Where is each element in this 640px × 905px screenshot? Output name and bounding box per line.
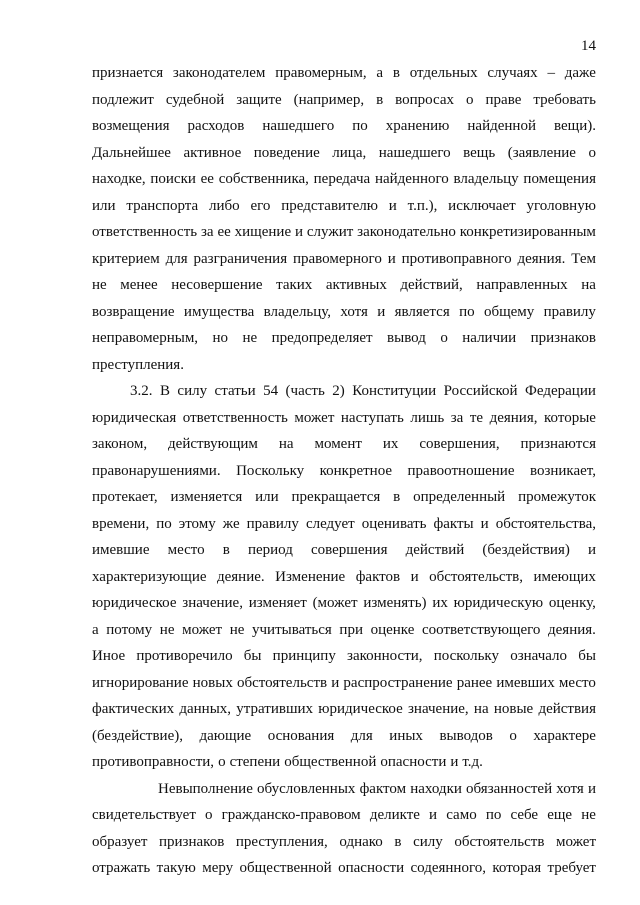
text-line: находке, поиски ее собственника, передача найденного владельцу помещения — [92, 171, 596, 187]
text-line: времени, по этому же правилу следует оценивать факты и обстоятельства, — [92, 515, 596, 532]
text-line: характеризующие деяние. Изменение фактов и обстоятельств, имеющих — [92, 568, 596, 585]
text-line: образует признаков преступления, однако в силу обстоятельств может — [92, 833, 596, 850]
text-line: свидетельствует о гражданско-правовом деликте и само по себе еще не — [92, 807, 596, 823]
text-line: критерием для разграничения правомерного и противоправного деяния. Тем — [92, 250, 596, 267]
text-line: ответственность за ее хищение и служит законодательно конкретизированным — [92, 224, 596, 240]
text-line: или транспорта либо его представителю и т.п.), исключает уголовную — [92, 197, 596, 214]
text-line: правонарушениями. Поскольку конкретное правоотношение возникает, — [92, 462, 596, 479]
text-line: возмещения расходов нашедшего по хранению найденной вещи). — [92, 118, 596, 134]
text-line: подлежит судебной защите (например, в вопросах о праве требовать — [92, 91, 596, 108]
text-line: 3.2. В силу статьи 54 (часть 2) Конституции Российской Федерации — [130, 383, 596, 399]
text-line: законом, действующим на момент их совершения, признаются — [92, 436, 596, 452]
text-line: преступления. — [92, 356, 184, 373]
text-line: неправомерным, но не предопределяет вывод о наличии признаков — [92, 330, 596, 346]
page-number: 14 — [581, 38, 596, 54]
text-line: игнорирование новых обстоятельств и распространение ранее имевших место — [92, 674, 596, 691]
text-line: протекает, изменяется или прекращается в определенный промежуток — [92, 489, 596, 505]
text-line: (бездействие), дающие основания для иных выводов о характере — [92, 727, 596, 744]
text-line: возвращение имущества владельцу, хотя и является по общему правилу — [92, 303, 596, 320]
text-line: признается законодателем правомерным, а в отдельных случаях – даже — [92, 65, 596, 81]
text-line: юридическое значение, изменяет (может изменять) их юридическую оценку, — [92, 595, 596, 611]
text-line: Иное противоречило бы принципу законности, поскольку означало бы — [92, 648, 596, 664]
text-line: Дальнейшее активное поведение лица, нашедшего вещь (заявление о — [92, 144, 596, 161]
text-line: отражать такую меру общественной опасности содеянного, которая требует — [92, 860, 596, 876]
body-text — [92, 60, 596, 882]
text-line: фактических данных, утративших юридическое значение, на новые действия — [92, 701, 596, 717]
text-line: юридическая ответственность может наступать лишь за те деяния, которые — [92, 409, 596, 426]
text-line: а потому не может не учитываться при оценке соответствующего деяния. — [92, 621, 596, 638]
text-line: не менее несовершение таких активных действий, направленных на — [92, 277, 596, 293]
text-line: имевшие место в период совершения действий (бездействия) и — [92, 542, 596, 558]
text-line: Невыполнение обусловленных фактом находки обязанностей хотя и — [158, 780, 596, 797]
text-line: противоправности, о степени общественной опасности и т.д. — [92, 754, 483, 770]
